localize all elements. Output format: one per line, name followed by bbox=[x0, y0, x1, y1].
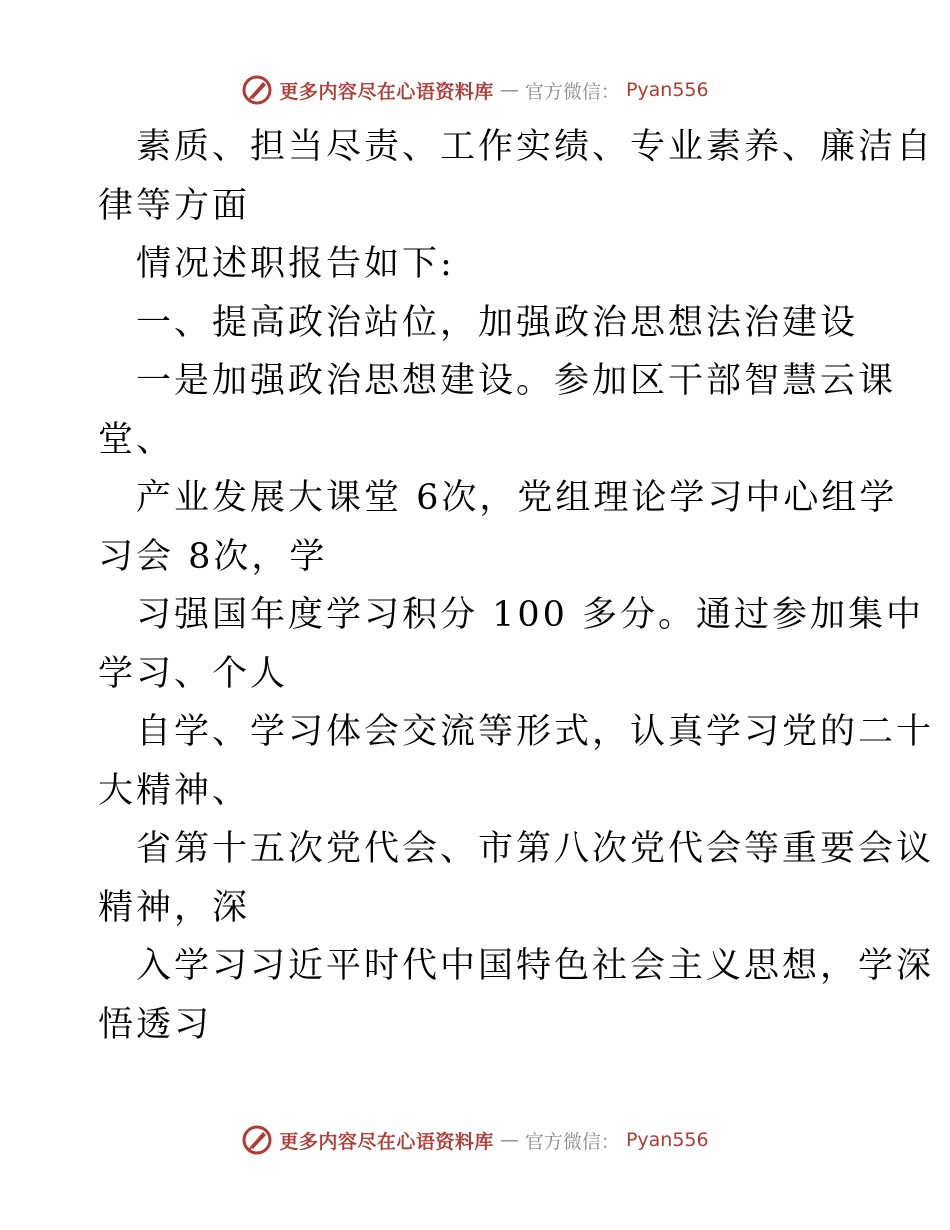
promo-text: 更多内容尽在心语资料库 bbox=[279, 80, 494, 103]
text-line: 情况述职报告如下: bbox=[136, 244, 455, 284]
wechat-label: 官方微信： bbox=[524, 1130, 620, 1153]
text-line: 精神，深 bbox=[98, 887, 251, 928]
wechat-id: Pyan556 bbox=[625, 79, 709, 101]
banner-separator: — bbox=[499, 79, 519, 101]
text-line: 习会 8次，学 bbox=[98, 536, 328, 577]
text-line: 自学、学习体会交流等形式，认真学习党的二十 bbox=[136, 712, 935, 752]
text-line: 悟透习 bbox=[98, 1004, 213, 1045]
quill-pen-logo-icon bbox=[241, 1124, 273, 1156]
text-line: 律等方面 bbox=[98, 185, 251, 226]
text-line: 习强国年度学习积分 100 多分。通过参加集中 bbox=[136, 595, 925, 635]
document-body bbox=[98, 118, 935, 1054]
header-banner-content bbox=[241, 74, 708, 106]
footer-banner-content bbox=[241, 1124, 708, 1156]
text-line: 堂、 bbox=[98, 419, 175, 460]
text-line: 学习、个人 bbox=[98, 653, 289, 694]
promo-text: 更多内容尽在心语资料库 bbox=[279, 1130, 494, 1153]
wechat-label: 官方微信： bbox=[524, 80, 620, 103]
text-line: 大精神、 bbox=[98, 770, 251, 811]
header-banner bbox=[0, 70, 950, 110]
text-line: 素质、担当尽责、工作实绩、专业素养、廉洁自 bbox=[136, 127, 935, 167]
text-line: 产业发展大课堂 6次，党组理论学习中心组学 bbox=[136, 478, 898, 518]
footer-banner bbox=[0, 1120, 950, 1160]
section-heading: 一、提高政治站位，加强政治思想法治建设 bbox=[136, 302, 859, 343]
text-line: 入学习习近平时代中国特色社会主义思想，学深 bbox=[136, 946, 935, 986]
quill-pen-logo-icon bbox=[241, 74, 273, 106]
banner-separator: — bbox=[499, 1129, 519, 1151]
text-line: 一是加强政治思想建设。参加区干部智慧云课 bbox=[136, 361, 897, 401]
text-line: 省第十五次党代会、市第八次党代会等重要会议 bbox=[136, 829, 935, 869]
wechat-id: Pyan556 bbox=[625, 1129, 709, 1151]
